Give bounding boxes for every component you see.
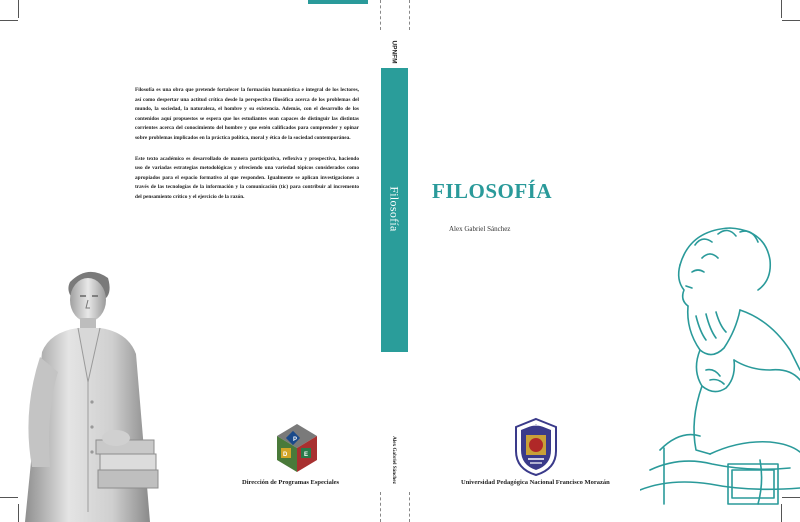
spine-fold-mark <box>409 0 411 30</box>
spine-title: Filosofía <box>387 186 402 232</box>
spine-fold-mark <box>380 492 382 522</box>
statue-image <box>0 262 170 522</box>
crop-mark <box>782 20 800 21</box>
dpe-letter: E <box>304 452 309 458</box>
spine-fold-mark <box>380 0 382 30</box>
crop-mark <box>0 20 18 21</box>
spine-color-tab <box>308 0 368 4</box>
spine-publisher: UPNFM <box>390 40 398 64</box>
crop-mark <box>781 0 782 18</box>
dpe-logo <box>271 422 323 474</box>
dpe-letter: D <box>283 452 288 458</box>
dpe-caption: Dirección de Programas Especiales <box>242 479 340 486</box>
spine-fold-mark <box>409 492 411 522</box>
crop-mark <box>18 0 19 18</box>
philosopher-line-illustration <box>640 220 800 510</box>
book-title: FILOSOFÍA <box>432 179 553 203</box>
back-cover-synopsis <box>135 86 359 214</box>
dpe-letter: P <box>293 437 298 443</box>
university-name: Universidad Pedagógica Nacional Francisco Morazán <box>461 479 610 486</box>
synopsis-paragraph-1: Filosofía es una obra que pretende fortalecer la formación humanística e integral de los lectores, así como despertar una actitud crítica desde la perspectiva filosófica acerca de los problemas del mundo, la sociedad, la naturaleza, el hombre y su existencia. Además, con el desarrollo de los contenidos aquí propuestos se espera que los estudiantes sean capaces de distinguir las distintas corrientes acerca del conocimiento del hombre y que estén calificados para comprender y opinar sobre problemas implicados en la práctica política, moral y ética de la sociedad contemporánea. <box>135 87 359 141</box>
book-author: Alex Gabriel Sánchez <box>449 225 511 233</box>
university-seal <box>514 417 558 477</box>
synopsis-paragraph-2: Este texto académico es desarrollado de manera participativa, reflexiva y prospectiva, haciendo uso de variadas estrategias metodológicas y ofreciendo una variedad tópicos considerados como apropiados para el espacio formativo al que responden. Igualmente se aplican investigaciones a través de las tecnologías de la información y la comunicación (tic) para contribuir al incremento del pensamiento crítico y el ejercicio de la razón. <box>135 155 359 200</box>
spine-author: Alex Gabriel Sánchez <box>391 436 397 484</box>
